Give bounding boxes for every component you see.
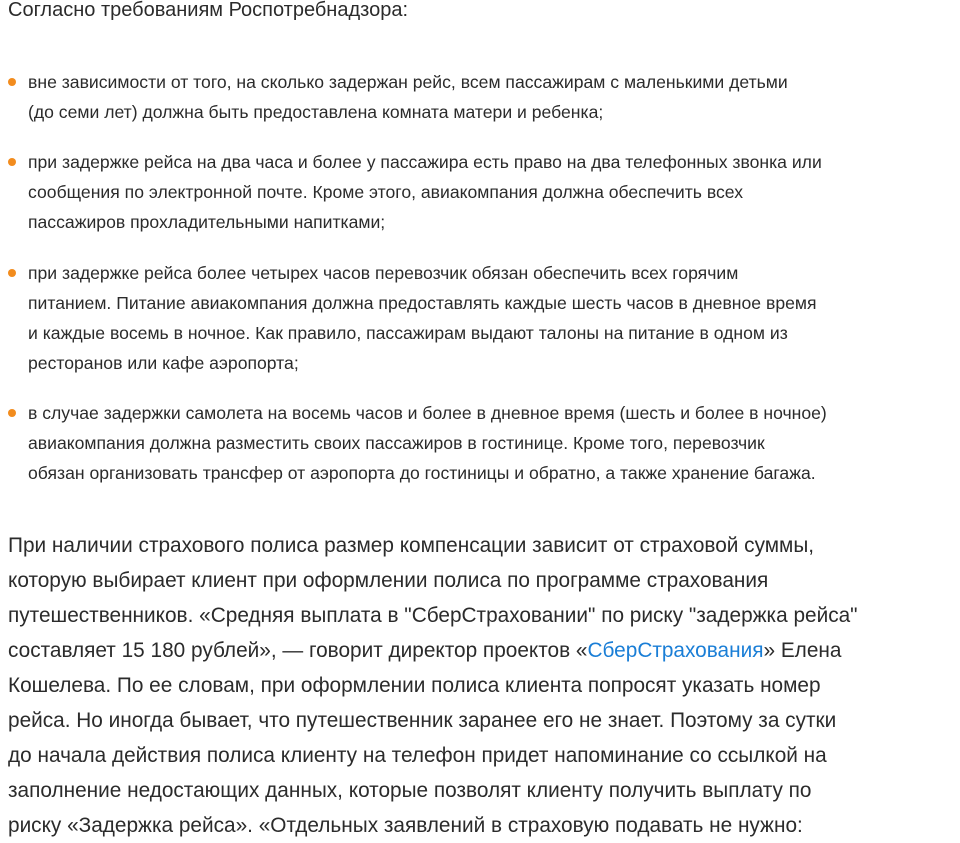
list-item-line: пассажиров прохладительными напитками;	[28, 212, 386, 232]
sberstrakhovanie-link[interactable]: СберСтрахования	[587, 639, 764, 662]
bullet-dot-icon	[8, 158, 16, 166]
paragraph-line: риску «Задержка рейса». «Отдельных заявлений в страховую подавать не нужно:	[8, 814, 803, 837]
article-body	[8, 0, 952, 837]
paragraph-line: При наличии страхового полиса размер компенсации зависит от страховой суммы,	[8, 534, 815, 557]
list-item-line: и каждые восемь в ночное. Как правило, пассажирам выдают талоны на питание в одном из	[28, 323, 788, 343]
list-item-line: ресторанов или кафе аэропорта;	[28, 353, 299, 373]
list-item	[8, 398, 952, 488]
bullet-dot-icon	[8, 409, 16, 417]
list-item-line: (до семи лет) должна быть предоставлена комната матери и ребенка;	[28, 102, 604, 122]
bullet-dot-icon	[8, 78, 16, 86]
paragraph-line: составляет 15 180 рублей», — говорит директор проектов «	[8, 639, 588, 662]
list-item	[8, 258, 952, 378]
compensation-paragraph	[8, 528, 952, 843]
list-item-line: вне зависимости от того, на сколько задержан рейс, всем пассажирам с маленькими детьми	[28, 72, 788, 92]
list-item-line: при задержке рейса на два часа и более у пассажира есть право на два телефонных звонка или	[28, 152, 822, 172]
paragraph-line: » Елена	[763, 639, 842, 662]
paragraph-line: путешественников. «Средняя выплата в "СберСтраховании" по риску "задержка рейса"	[8, 604, 858, 627]
list-item-line: питанием. Питание авиакомпания должна предоставлять каждые шесть часов в дневное время	[28, 293, 817, 313]
list-item-line: сообщения по электронной почте. Кроме этого, авиакомпания должна обеспечить всех	[28, 182, 743, 202]
list-item-line: при задержке рейса более четырех часов перевозчик обязан обеспечить всех горячим	[28, 263, 739, 283]
paragraph-line: Кошелева. По ее словам, при оформлении полиса клиента попросят указать номер	[8, 674, 821, 697]
paragraph-line: рейса. Но иногда бывает, что путешественник заранее его не знает. Поэтому за сутки	[8, 709, 837, 732]
bullet-dot-icon	[8, 269, 16, 277]
list-item-line: авиакомпания должна разместить своих пассажиров в гостинице. Кроме того, перевозчик	[28, 433, 765, 453]
paragraph-line: до начала действия полиса клиенту на телефон придет напоминание со ссылкой на	[8, 744, 827, 767]
list-item	[8, 67, 952, 127]
paragraph-line: заполнение недостающих данных, которые позволят клиенту получить выплату по	[8, 779, 812, 802]
requirements-list	[8, 67, 952, 488]
intro-text: Согласно требованиям Роспотребнадзора:	[8, 0, 409, 21]
list-item	[8, 147, 952, 237]
list-item-line: в случае задержки самолета на восемь часов и более в дневное время (шесть и более в ночное)	[28, 403, 827, 423]
paragraph-line: которую выбирает клиент при оформлении полиса по программе страхования	[8, 569, 769, 592]
list-item-line: обязан организовать трансфер от аэропорта до гостиницы и обратно, а также хранение багажа.	[28, 463, 816, 483]
